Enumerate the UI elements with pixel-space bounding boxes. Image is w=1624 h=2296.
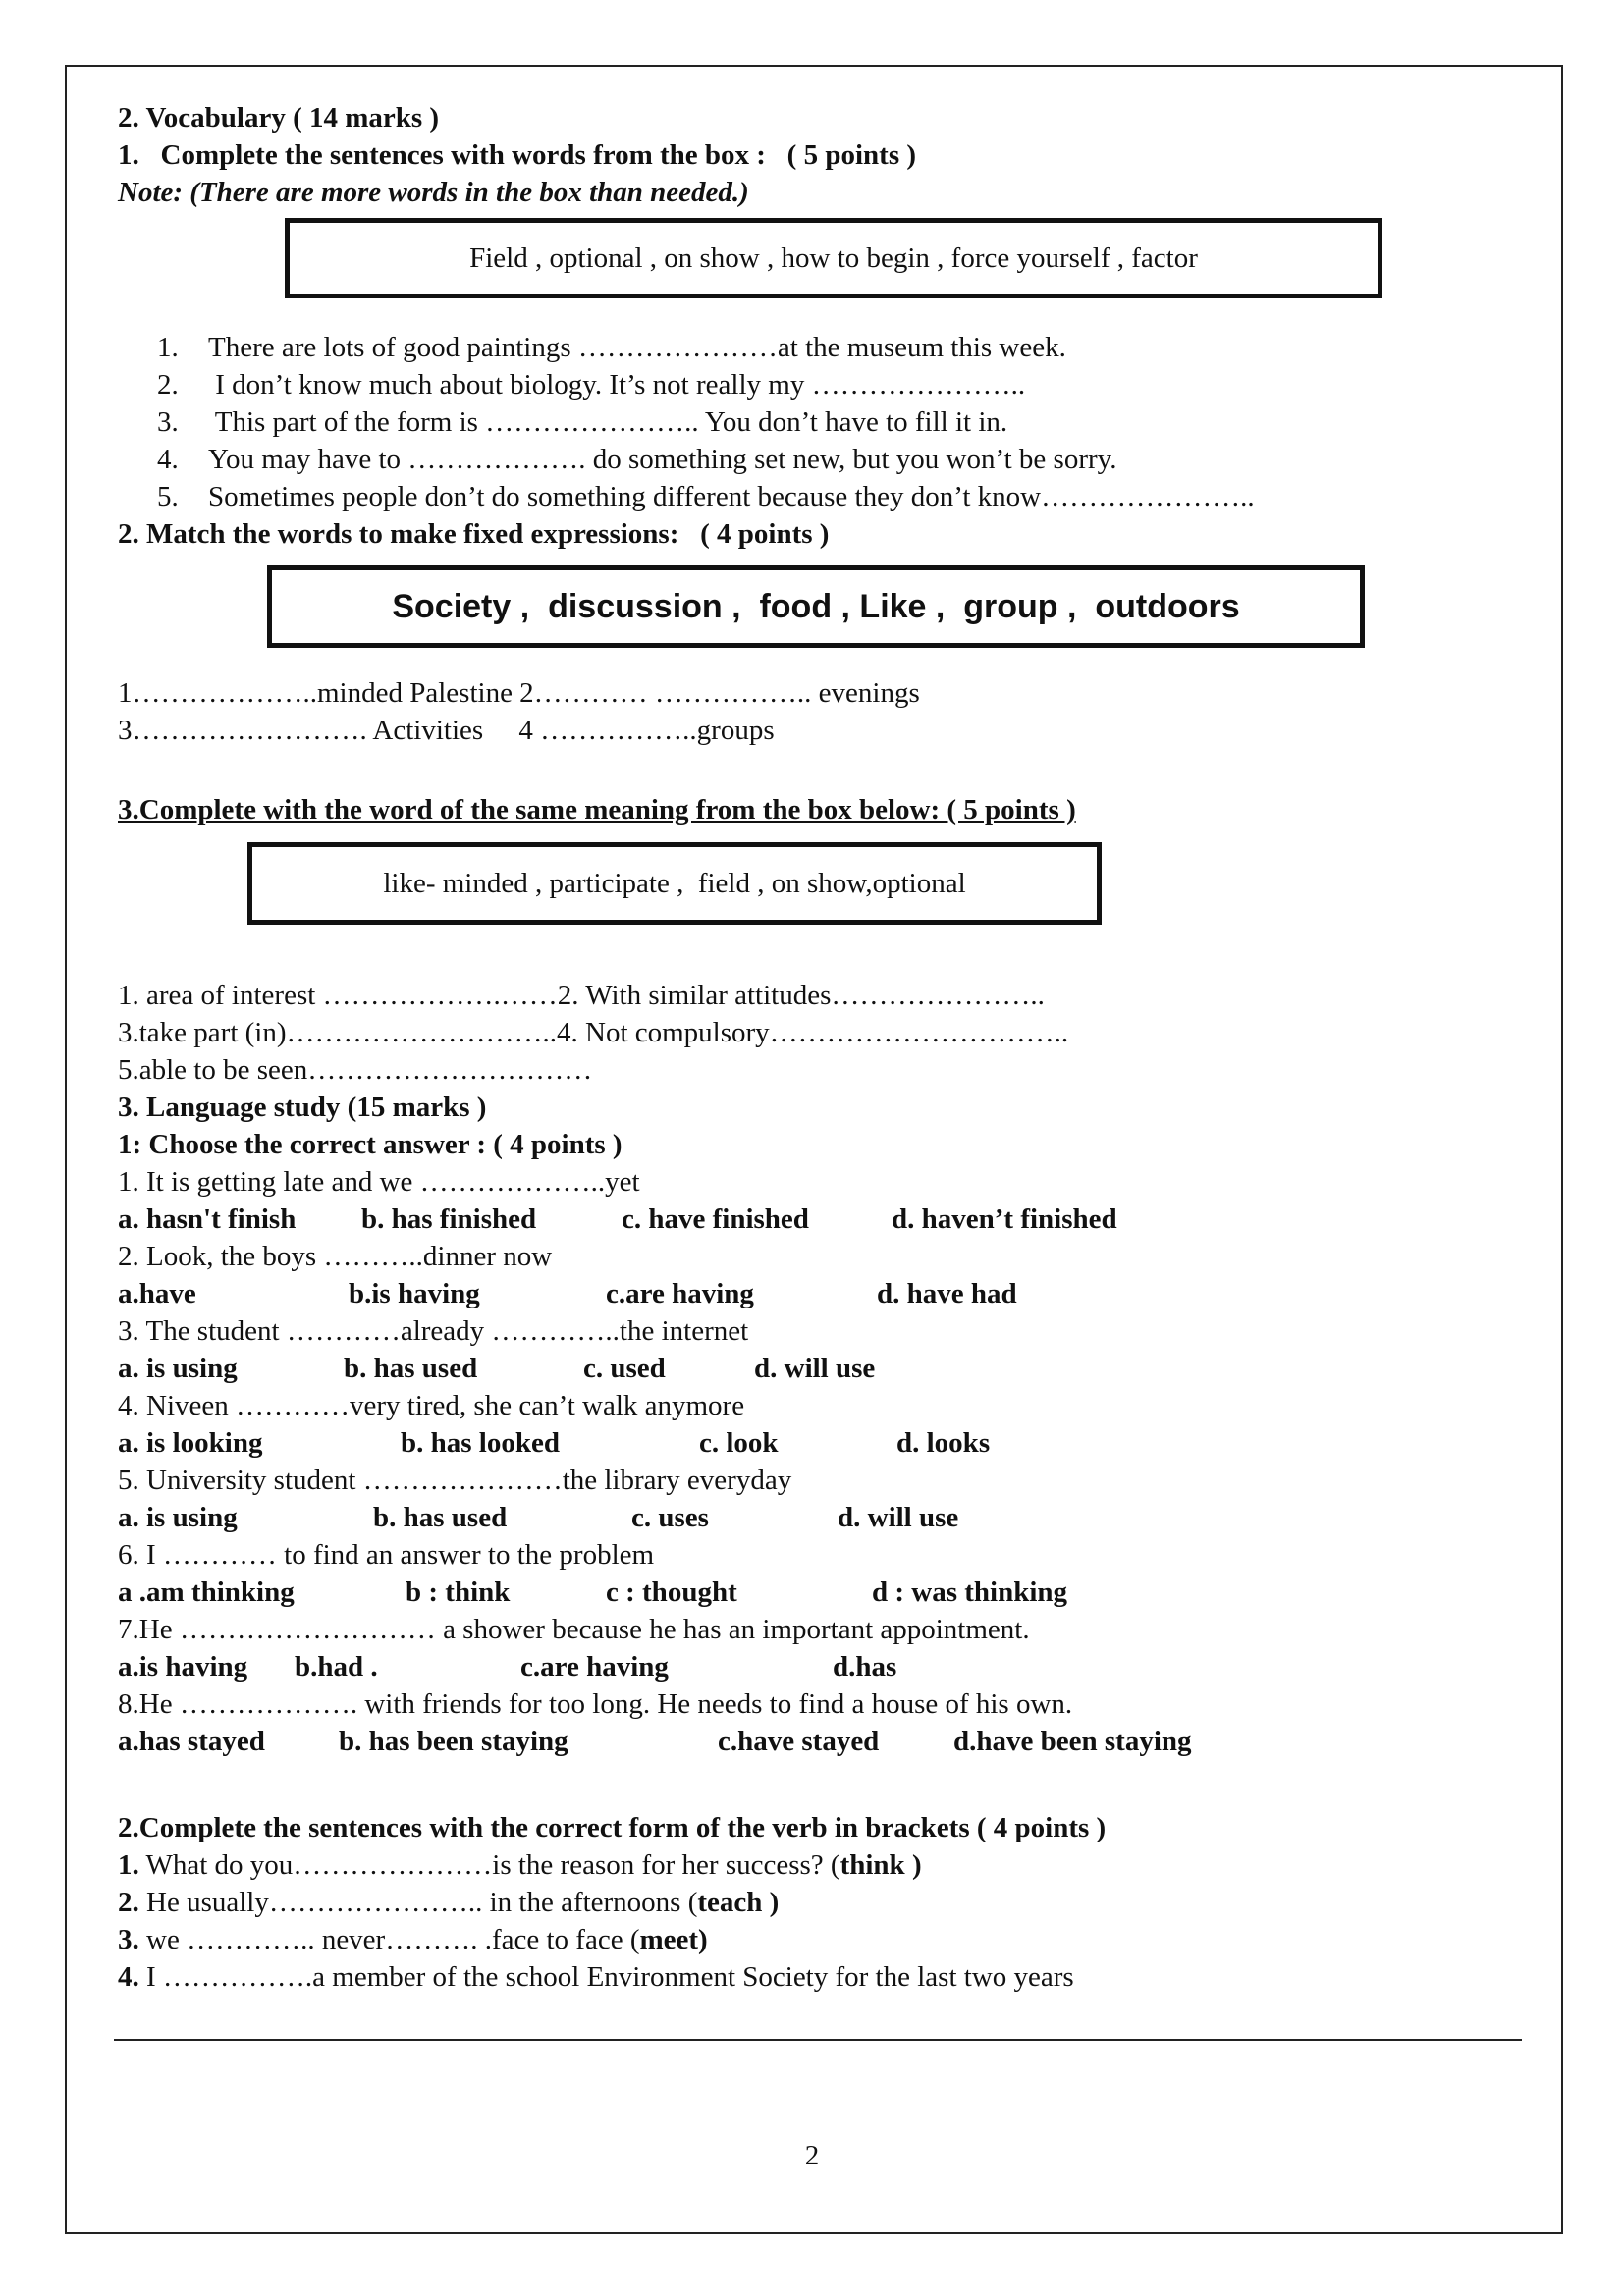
mc-option: b : think	[406, 1576, 511, 1608]
mc-option: a. is using	[118, 1502, 238, 1533]
q1-item-number: 1.	[157, 332, 179, 363]
mc-option: d. looks	[896, 1427, 991, 1459]
mc-option: a. is using	[118, 1353, 238, 1384]
verb-item	[118, 1846, 922, 1884]
q2-word-box	[267, 565, 1365, 648]
verb-item-number: 3.	[118, 1924, 139, 1955]
mc-option: b. has used	[373, 1502, 508, 1533]
q1-word-box-text: Field , optional , on show , how to begin , force yourself , factor	[469, 241, 1198, 274]
q1-item	[157, 403, 1007, 441]
q2-line: 3……………………. Activities 4 ……………..groups	[118, 715, 775, 746]
q1-title: 1. Complete the sentences with words from the box : ( 5 points )	[118, 139, 917, 171]
verb-item-number: 4.	[118, 1961, 139, 1993]
mc-question: 7.He ……………………… a shower because he has an important appointment.	[118, 1614, 1030, 1645]
mc-option: d. haven’t finished	[892, 1203, 1117, 1235]
q1-item	[157, 441, 1117, 478]
mc-question: 6. I ………… to find an answer to the problem	[118, 1539, 655, 1571]
verb-title: 2.Complete the sentences with the correct form of the verb in brackets ( 4 points )	[118, 1812, 1107, 1843]
q2-line: 1………………..minded Palestine 2………… …………….. evenings	[118, 677, 920, 709]
mc-option: b.is having	[349, 1278, 480, 1309]
q1-item	[157, 329, 1066, 366]
mc-option: d. will use	[754, 1353, 876, 1384]
mc-option: b. has finished	[361, 1203, 537, 1235]
mc-option: d.have been staying	[953, 1726, 1192, 1757]
mc-option: a.is having	[118, 1651, 248, 1682]
mc-option: b. has used	[344, 1353, 478, 1384]
mc-option: a.have	[118, 1278, 196, 1309]
mc-option: b.had .	[295, 1651, 378, 1682]
mc-option: a. is looking	[118, 1427, 263, 1459]
mc-title: 1: Choose the correct answer : ( 4 points )	[118, 1129, 623, 1160]
mc-question: 1. It is getting late and we ………………..yet	[118, 1166, 640, 1198]
verb-item-text: He usually………………….. in the afternoons (	[138, 1887, 698, 1918]
mc-option: c. used	[583, 1353, 666, 1384]
mc-option: c.are having	[606, 1278, 754, 1309]
mc-option: c.are having	[520, 1651, 669, 1682]
verb-item-verb: think	[839, 1849, 905, 1881]
q2-title: 2. Match the words to make fixed expressions: ( 4 points )	[118, 518, 830, 550]
mc-option: d. will use	[838, 1502, 959, 1533]
verb-item-text: I …………….a member of the school Environment Society for the last two years	[138, 1961, 1074, 1993]
footer-divider	[114, 2039, 1522, 2041]
verb-item-text: What do you…………………is the reason for her success? (	[138, 1849, 840, 1881]
q3-word-box-text: like- minded , participate , field , on show,optional	[383, 867, 966, 899]
mc-option: c. look	[699, 1427, 779, 1459]
mc-question: 5. University student …………………the library everyday	[118, 1465, 792, 1496]
mc-option: d.has	[833, 1651, 897, 1682]
q1-item-number: 2.	[157, 369, 179, 400]
q1-item-number: 5.	[157, 481, 179, 512]
mc-question: 3. The student …………already …………..the internet	[118, 1315, 749, 1347]
verb-item-number: 2.	[118, 1887, 139, 1918]
language-heading: 3. Language study (15 marks )	[118, 1092, 487, 1123]
vocab-heading: 2. Vocabulary ( 14 marks )	[118, 102, 440, 133]
verb-item-number: 1.	[118, 1849, 139, 1881]
mc-option: a.has stayed	[118, 1726, 265, 1757]
verb-item-text: we ………….. never………. .face to face (	[138, 1924, 640, 1955]
q1-item	[157, 366, 1025, 403]
verb-item	[118, 1921, 708, 1958]
q1-item-number: 4.	[157, 444, 179, 475]
q3-line: 5.able to be seen…………………………	[118, 1054, 593, 1086]
mc-option: d : was thinking	[872, 1576, 1068, 1608]
q3-line: 3.take part (in)………………………..4. Not compulsory…………………………..	[118, 1017, 1069, 1048]
mc-option: a .am thinking	[118, 1576, 295, 1608]
mc-option: a. hasn't finish	[118, 1203, 297, 1235]
q3-line: 1. area of interest ……………….……2. With similar attitudes…………………..	[118, 980, 1045, 1011]
q1-item-text: This part of the form is ………………….. You don’t have to fill it in.	[208, 406, 1008, 438]
mc-option: d. have had	[877, 1278, 1017, 1309]
q1-item-text: You may have to ………………. do something set new, but you won’t be sorry.	[208, 444, 1117, 475]
verb-item-close: )	[698, 1924, 708, 1955]
mc-question: 4. Niveen …………very tired, she can’t walk anymore	[118, 1390, 745, 1421]
verb-item-close: )	[904, 1849, 922, 1881]
mc-option: b. has looked	[401, 1427, 560, 1459]
mc-option: c : thought	[606, 1576, 737, 1608]
verb-item-verb: teach	[697, 1887, 763, 1918]
q1-item-text: I don’t know much about biology. It’s not really my …………………..	[208, 369, 1026, 400]
q2-word-box-text: Society , discussion , food , Like , group , outdoors	[392, 587, 1240, 625]
mc-question: 8.He ………………. with friends for too long. He needs to find a house of his own.	[118, 1688, 1073, 1720]
mc-option: c.have stayed	[718, 1726, 880, 1757]
q1-item-number: 3.	[157, 406, 179, 438]
q1-note: Note: (There are more words in the box than needed.)	[118, 177, 749, 208]
mc-option: c. uses	[631, 1502, 709, 1533]
page-number: 2	[804, 2140, 820, 2171]
q1-item	[157, 478, 1255, 515]
mc-option: b. has been staying	[339, 1726, 568, 1757]
q1-item-text: There are lots of good paintings …………………at the museum this week.	[208, 332, 1066, 363]
q1-word-box	[285, 218, 1382, 298]
q3-word-box	[247, 842, 1102, 925]
verb-item	[118, 1958, 1074, 1996]
mc-question: 2. Look, the boys ………..dinner now	[118, 1241, 553, 1272]
verb-item-close: )	[762, 1887, 780, 1918]
q3-title: 3.Complete with the word of the same meaning from the box below: ( 5 points )	[118, 794, 1076, 826]
q1-item-text: Sometimes people don’t do something different because they don’t know…………………..	[208, 481, 1255, 512]
verb-item	[118, 1884, 779, 1921]
mc-option: c. have finished	[622, 1203, 809, 1235]
verb-item-verb: meet	[639, 1924, 699, 1955]
